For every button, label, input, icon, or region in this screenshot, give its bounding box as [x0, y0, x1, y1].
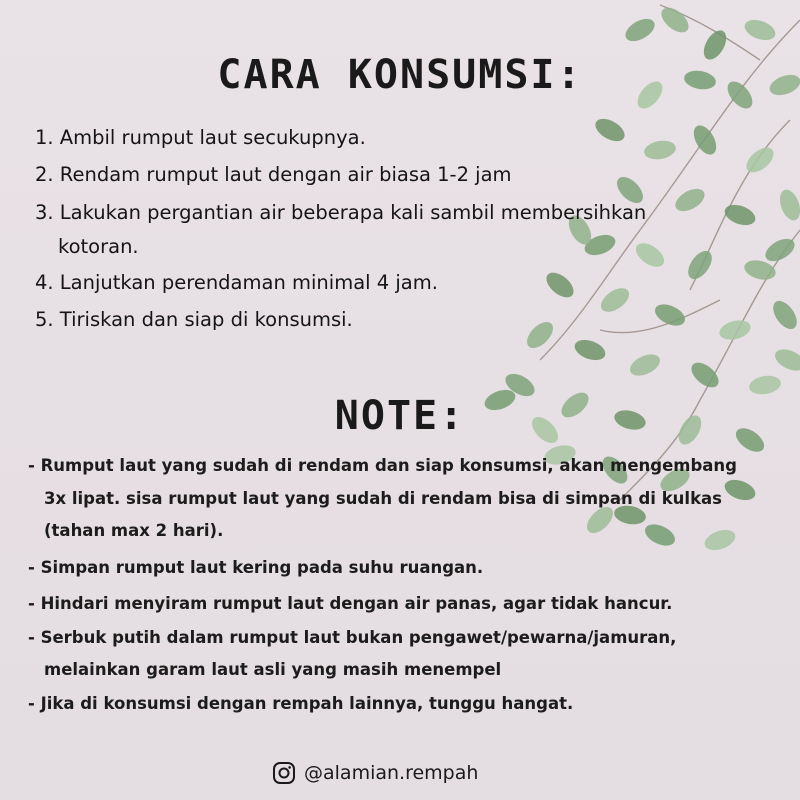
note-1-continued-2: (tahan max 2 hari). — [44, 521, 224, 540]
step-3: 3. Lakukan pergantian air beberapa kali sambil membersihkan — [35, 201, 647, 224]
step-1: 1. Ambil rumput laut secukupnya. — [35, 126, 366, 149]
leaf — [643, 138, 678, 161]
leaf — [776, 187, 800, 223]
leaf — [542, 268, 578, 302]
instagram-handle: @alamian.rempah — [304, 762, 479, 784]
leaf — [768, 297, 800, 334]
note-3: - Hindari menyiram rumput laut dengan air panas, agar tidak hancur. — [28, 594, 673, 613]
note-2: - Simpan rumput laut kering pada suhu ruangan. — [28, 558, 484, 577]
note-4-continued: melainkan garam laut asli yang masih menempel — [44, 660, 502, 679]
note-title: NOTE: — [334, 393, 466, 439]
note-1: - Rumput laut yang sudah di rendam dan siap konsumsi, akan mengembang — [28, 456, 737, 475]
leaf — [722, 476, 758, 504]
leaf — [687, 358, 723, 392]
step-4: 4. Lanjutkan perendaman minimal 4 jam. — [35, 271, 438, 294]
leaf — [717, 317, 753, 343]
note-4: - Serbuk putih dalam rumput laut bukan pengawet/pewarna/jamuran, — [28, 628, 677, 647]
step-5: 5. Tiriskan dan siap di konsumsi. — [35, 308, 353, 331]
leaf — [592, 114, 629, 146]
step-2: 2. Rendam rumput laut dengan air biasa 1-2 jam — [35, 163, 512, 186]
leaf — [657, 3, 693, 37]
footer — [272, 758, 478, 788]
leaf — [672, 184, 709, 216]
leaf — [642, 520, 679, 550]
leaf — [572, 336, 608, 364]
note-5: - Jika di konsumsi dengan rempah lainnya, tunggu hangat. — [28, 694, 574, 713]
leaf — [627, 350, 664, 380]
step-3-continued: kotoran. — [58, 235, 139, 258]
page-title: CARA KONSUMSI: — [217, 52, 583, 98]
leaf — [652, 300, 689, 330]
leaf — [702, 526, 738, 554]
leaf — [742, 143, 778, 177]
leaf — [632, 238, 669, 271]
leaf — [742, 16, 778, 44]
leaf — [772, 345, 800, 375]
leaf — [689, 122, 721, 159]
leaf — [722, 201, 758, 229]
leaf — [597, 283, 634, 316]
leaf — [622, 14, 659, 46]
instagram-icon — [272, 761, 296, 785]
leaf — [683, 247, 716, 284]
note-1-continued: 3x lipat. sisa rumput laut yang sudah di rendam bisa di simpan di kulkas — [44, 489, 722, 508]
